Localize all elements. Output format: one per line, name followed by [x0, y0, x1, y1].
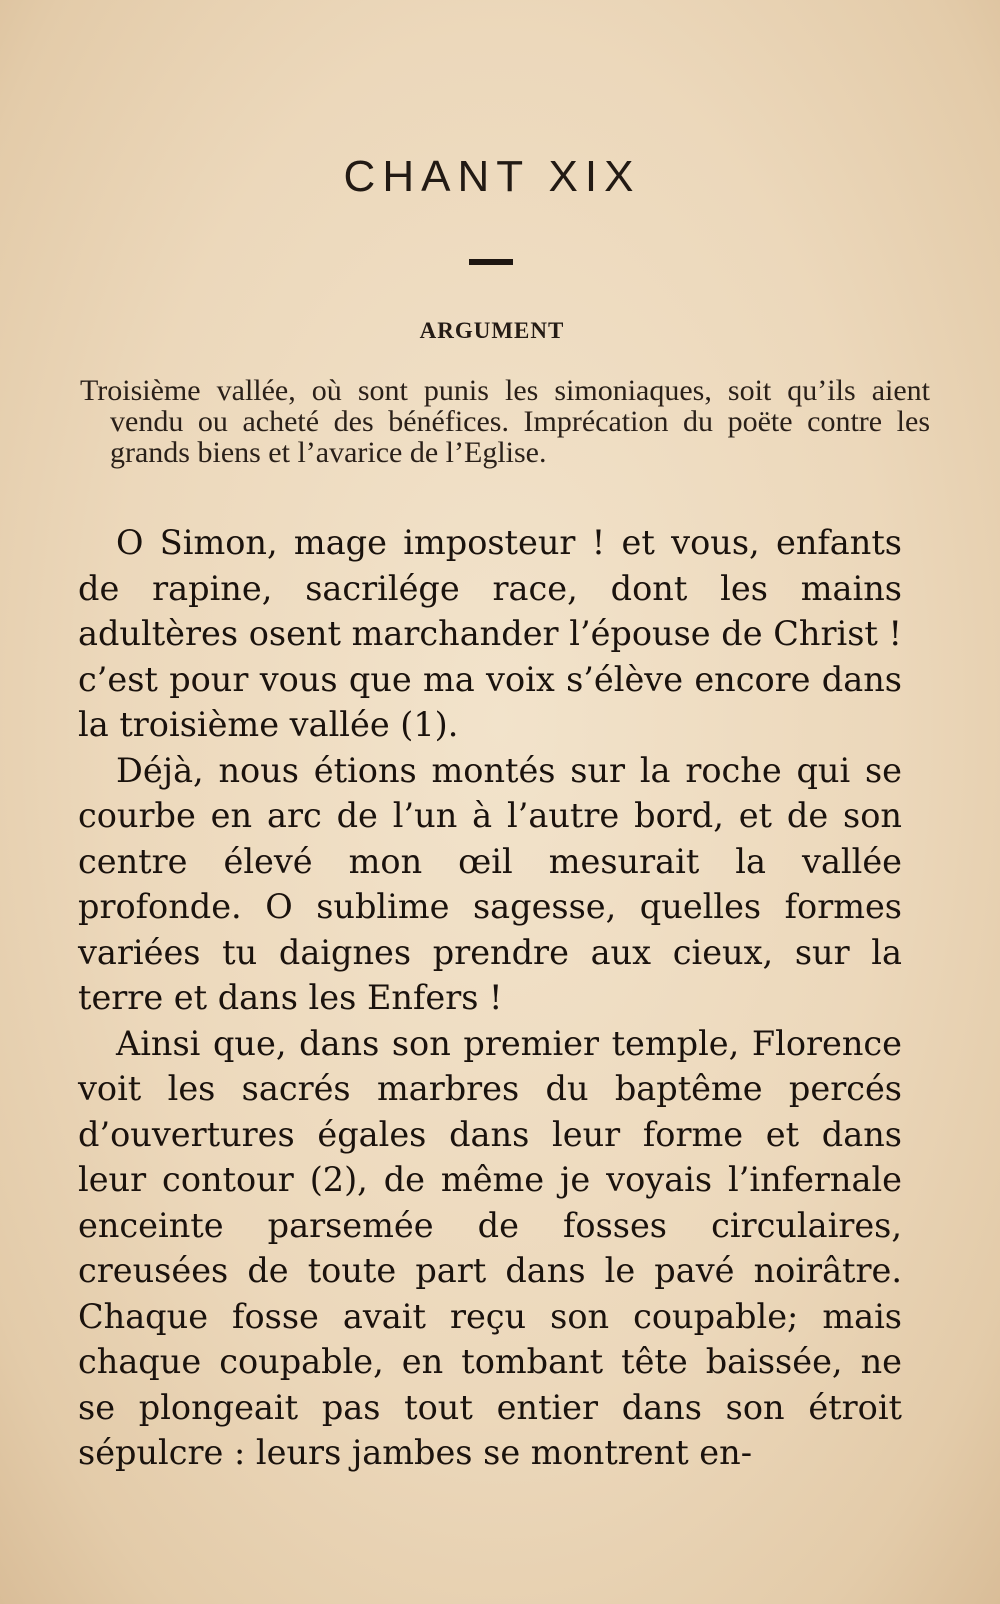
- title-rule-divider: [469, 259, 513, 265]
- chant-body: [78, 520, 902, 1476]
- body-paragraph-3: Ainsi que, dans son premier temple, Florence voit les sacrés marbres du baptême percés d’ouvertures égales dans leur forme et dans leur contour (2), de même je voyais l’infernale enceinte parsemée de fosses circulaires, creusées de toute part dans le pavé noirâtre. Chaque fosse avait reçu son coupable; mais chaque coupable, en tombant tête baissée, ne se plongeait pas tout entier dans son étroit sépulcre : leurs jambes se montrent en-: [78, 1023, 902, 1472]
- body-paragraph-2: Déjà, nous étions montés sur la roche qui se courbe en arc de l’un à l’autre bord, et de son centre élevé mon œil mesurait la vallée profonde. O sublime sagesse, quelles formes variées tu daignes prendre aux cieux, sur la terre et dans les Enfers !: [78, 750, 902, 1017]
- argument-heading: ARGUMENT: [419, 318, 565, 343]
- body-paragraph-1: O Simon, mage imposteur ! et vous, enfants de rapine, sacrilége race, dont les mains adultères osent marchander l’épouse de Christ ! c’est pour vous que ma voix s’élève encore dans la troisième vallée (1).: [78, 523, 902, 744]
- chant-title: CHANT XIX: [343, 152, 641, 201]
- argument-summary: Troisième vallée, où sont punis les simoniaques, soit qu’ils aient vendu ou acheté des bénéfices. Imprécation du poëte contre les grands biens et l’avarice de l’Eglise.: [80, 374, 930, 469]
